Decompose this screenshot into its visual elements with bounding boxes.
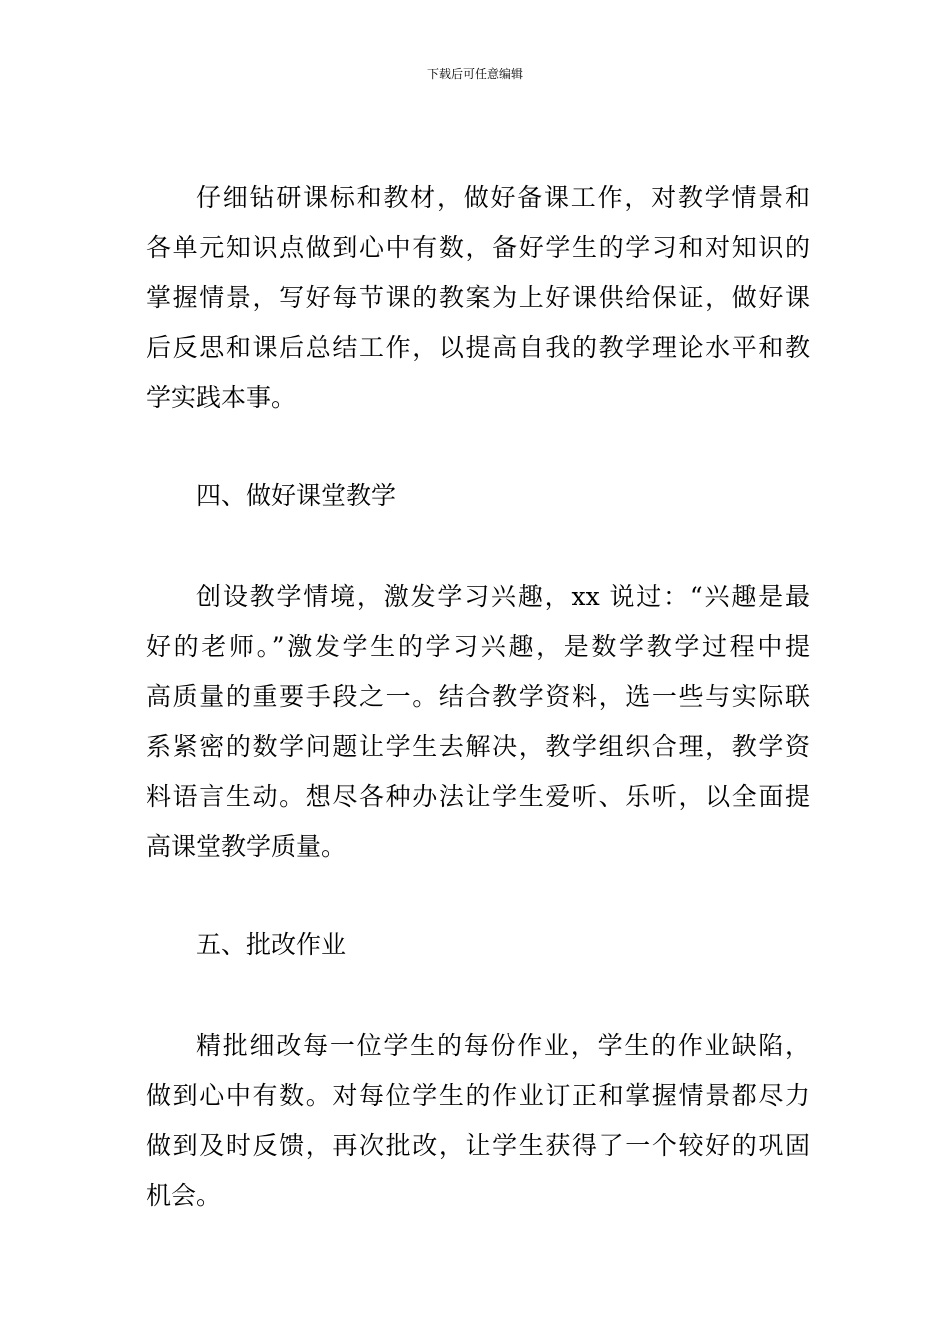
paragraph-line: 系紧密的数学问题让学生去解决，教学组织合理，教学资: [146, 732, 810, 761]
paragraph-line: 后反思和课后总结工作，以提高自我的教学理论水平和教: [146, 333, 810, 362]
paragraph-line: 机会。: [146, 1181, 222, 1210]
paragraph-line: 学实践本事。: [146, 383, 297, 412]
paragraph-correct-homework: [146, 1021, 810, 1221]
paragraph-line: 好的老师。”激发学生的学习兴趣，是数学教学过程中提: [146, 632, 810, 661]
paragraph-classroom-teaching: [146, 572, 810, 872]
section-heading: 四、做好课堂教学: [196, 481, 397, 510]
section-heading-classroom-teaching: [146, 471, 810, 521]
page-header: 下载后可任意编辑: [426, 67, 523, 81]
paragraph-line: 料语言生动。想尽各种办法让学生爱听、乐听，以全面提: [146, 782, 810, 811]
paragraph-line: 做到心中有数。对每位学生的作业订正和掌握情景都尽力: [146, 1081, 810, 1110]
paragraph-line: 创设教学情境，激发学习兴趣，xx 说过：“兴趣是最: [196, 582, 810, 611]
paragraph-prepare-lessons: [146, 173, 810, 423]
section-heading: 五、批改作业: [196, 930, 347, 959]
paragraph-line: 精批细改每一位学生的每份作业，学生的作业缺陷，: [196, 1031, 810, 1060]
section-heading-correct-homework: [146, 920, 810, 970]
paragraph-line: 各单元知识点做到心中有数，备好学生的学习和对知识的: [146, 233, 810, 262]
paragraph-line: 掌握情景，写好每节课的教案为上好课供给保证，做好课: [146, 283, 810, 312]
paragraph-line: 仔细钻研课标和教材，做好备课工作，对教学情景和: [196, 183, 810, 212]
paragraph-line: 做到及时反馈，再次批改，让学生获得了一个较好的巩固: [146, 1131, 810, 1160]
paragraph-line: 高质量的重要手段之一。结合教学资料，选一些与实际联: [146, 682, 810, 711]
paragraph-line: 高课堂教学质量。: [146, 832, 347, 861]
